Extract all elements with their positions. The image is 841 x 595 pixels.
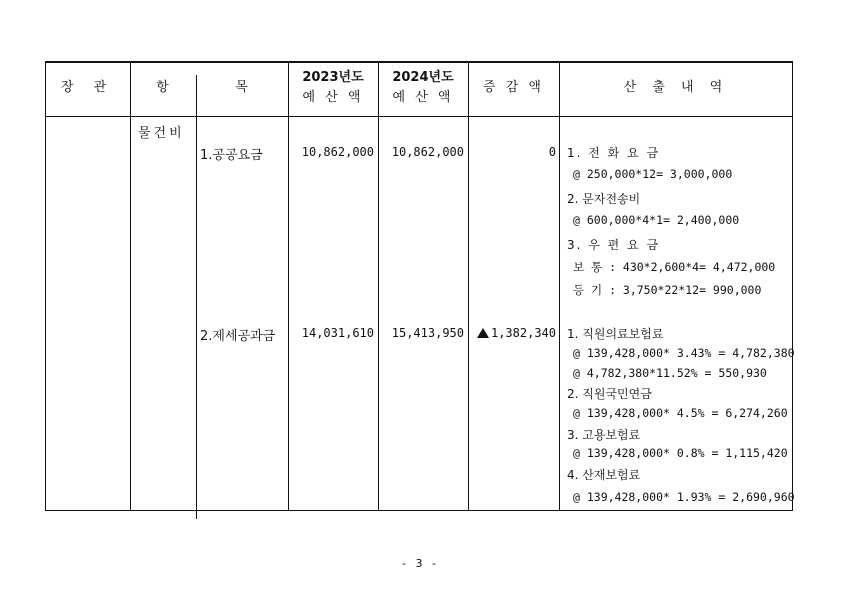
col-divider-change [468, 62, 469, 511]
row2-calc-line: @ 139,428,000* 1.93% = 2,690,960 [573, 490, 795, 504]
col-divider-2023 [288, 62, 289, 511]
row2-calc-line: @ 139,428,000* 3.43% = 4,782,380 [573, 346, 795, 360]
header-2023 [288, 68, 378, 108]
row1-calc-line: 3. 우 편 요 금 [567, 238, 661, 252]
row2-calc-line: 1. 직원의료보험료 [567, 327, 664, 341]
row2-calc-line: @ 139,428,000* 4.5% = 6,274,260 [573, 406, 788, 420]
page-number: - 3 - [402, 557, 439, 570]
header-2024 [378, 68, 468, 108]
col-divider-mok [196, 75, 197, 519]
row1-2023: 10,862,000 [301, 145, 374, 159]
row1-calc-line: 1. 전 화 요 금 [567, 146, 661, 160]
hang-label: 물건비 [138, 126, 185, 141]
row2-2024: 15,413,950 [391, 326, 464, 340]
increase-triangle-icon [477, 328, 489, 338]
row1-calc-line: 등 기 : 3,750*22*12= 990,000 [573, 283, 762, 297]
header-2024-label: 예 산 액 [392, 90, 454, 105]
row2-mok: 2.제세공과금 [200, 329, 276, 344]
header-2023-year: 2023년도 [302, 70, 364, 85]
header-2024-year: 2024년도 [392, 70, 454, 85]
header-hang: 항 [156, 80, 170, 95]
col-divider-2024 [378, 62, 379, 511]
row2-change-cell [470, 326, 556, 340]
col-divider-hang [130, 62, 131, 511]
header-calc: 산 출 내 역 [623, 80, 729, 95]
row1-calc-line: 2. 문자전송비 [567, 192, 641, 206]
row1-calc-line: 보 통 : 430*2,600*4= 4,472,000 [573, 260, 776, 274]
row2-calc-line: 3. 고용보험료 [567, 428, 641, 442]
row1-change: 0 [548, 145, 556, 159]
row1-calc-line: @ 600,000*4*1= 2,400,000 [573, 213, 740, 227]
row1-calc-line: @ 250,000*12= 3,000,000 [573, 167, 733, 181]
header-2023-label: 예 산 액 [302, 90, 364, 105]
row2-2023: 14,031,610 [301, 326, 374, 340]
header-mok: 목 [235, 80, 249, 95]
row2-calc-line: @ 4,782,380*11.52% = 550,930 [573, 366, 767, 380]
col-divider-calc [559, 62, 560, 511]
row1-2024: 10,862,000 [391, 145, 464, 159]
row2-calc-line: @ 139,428,000* 0.8% = 1,115,420 [573, 446, 788, 460]
header-jang: 장 관 [60, 80, 115, 95]
row2-calc-line: 2. 직원국민연금 [567, 387, 652, 401]
row2-change: 1,382,340 [490, 326, 556, 340]
header-change: 증 감 액 [483, 80, 544, 95]
row2-calc-line: 4. 산재보험료 [567, 468, 641, 482]
row1-mok: 1.공공요금 [200, 148, 263, 163]
header-divider [45, 116, 793, 117]
